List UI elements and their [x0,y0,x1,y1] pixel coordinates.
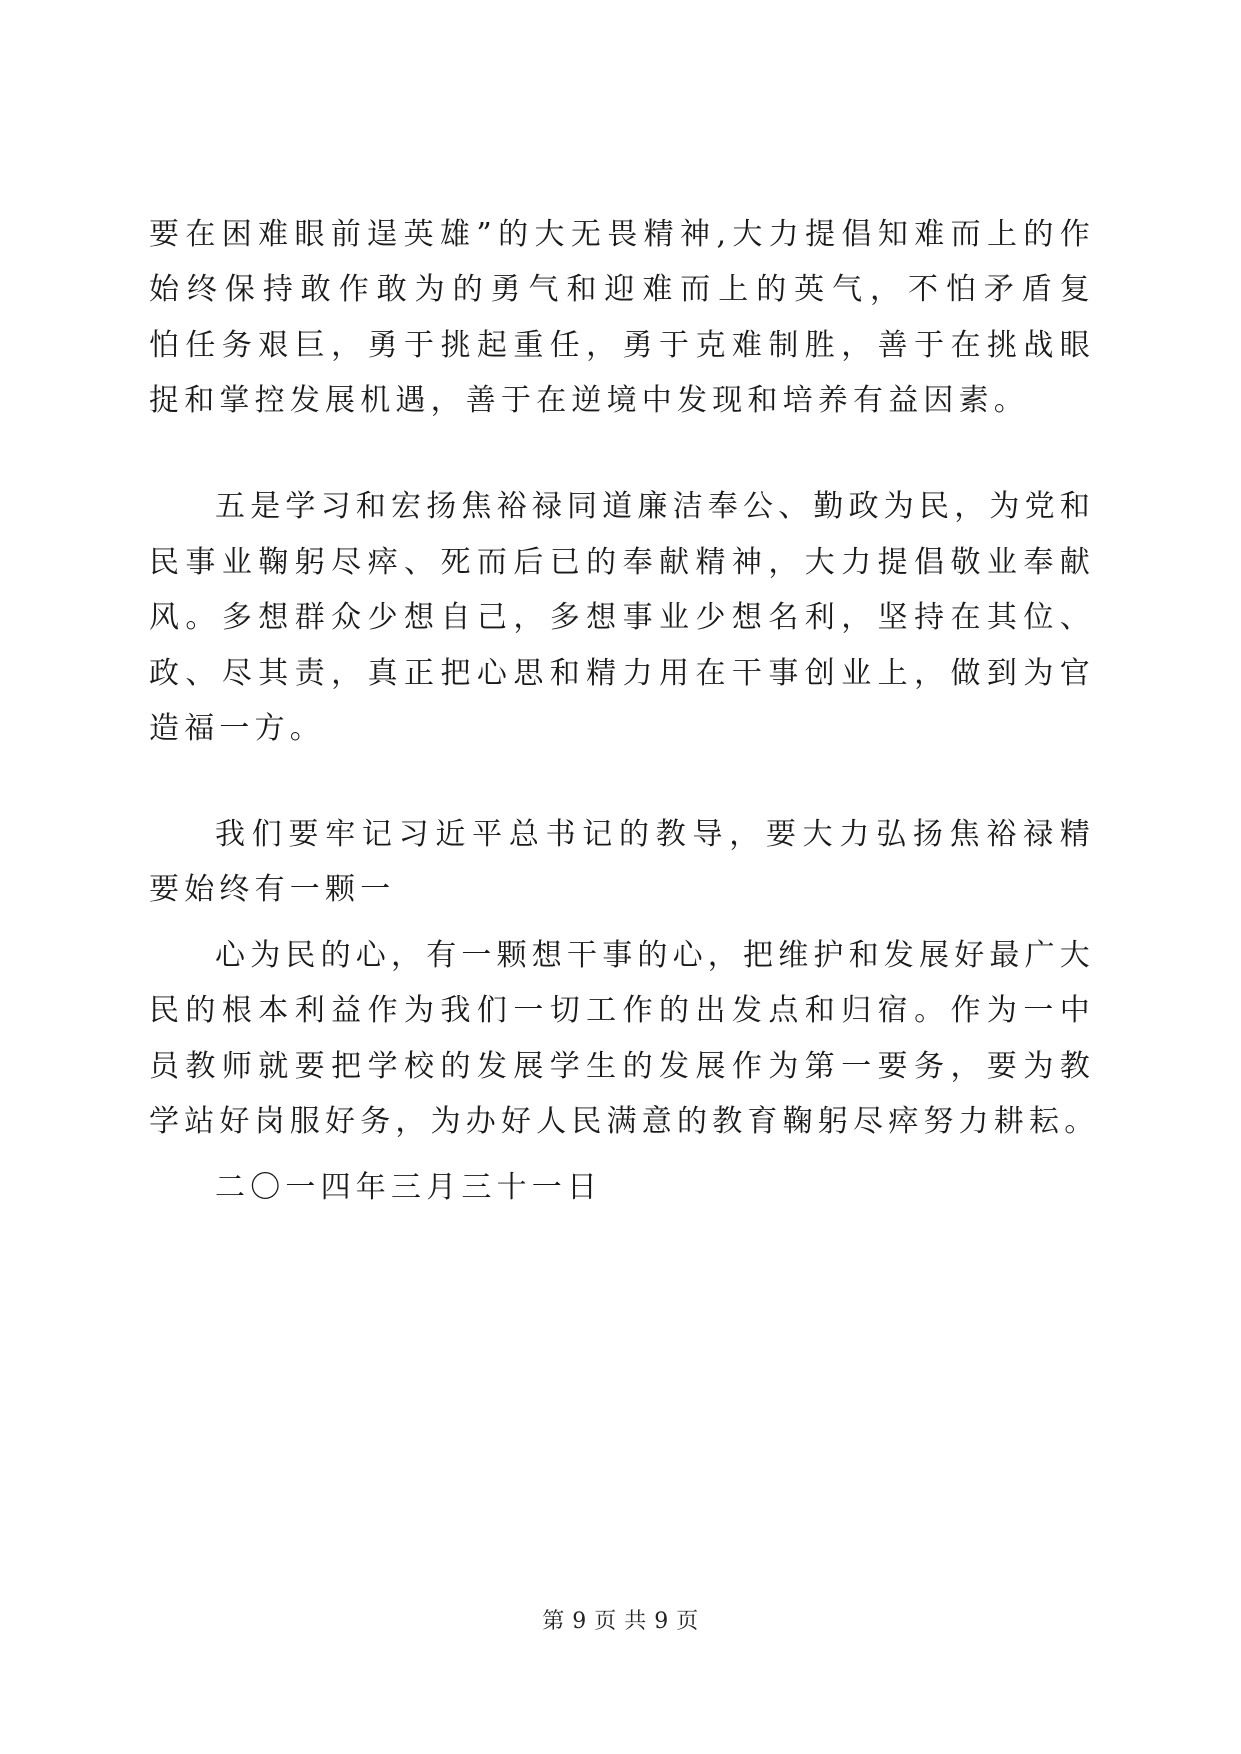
paragraph-4-line-3: 员教师就要把学校的发展学生的发展作为第一要务，要为教 [149,1049,1095,1084]
page-number-footer: 第 9 页 共 9 页 [542,1609,699,1634]
paragraph-4-line-4: 学站好岗服好务，为办好人民满意的教育鞠躬尽瘁努力耕耘。 [149,1104,1100,1139]
paragraph-2-line-4: 政、尽其责，真正把心思和精力用在干事创业上，做到为官 [149,656,1095,691]
paragraph-3-line-2: 要始终有一颗一 [149,872,396,907]
paragraph-1-line-4: 捉和掌控发展机遇，善于在逆境中发现和培养有益因素。 [149,383,1029,418]
document-date: 二〇一四年三月三十一日 [215,1170,603,1205]
paragraph-1-line-3: 怕任务艰巨，勇于挑起重任，勇于克难制胜，善于在挑战眼 [149,328,1095,363]
paragraph-3-line-1: 我们要牢记习近平总书记的教导，要大力弘扬焦裕禄精 [215,817,1095,852]
paragraph-2-line-1: 五是学习和宏扬焦裕禄同道廉洁奉公、勤政为民，为党和 [215,489,1095,524]
paragraph-4-line-1: 心为民的心，有一颗想干事的心，把维护和发展好最广大 [215,938,1095,973]
paragraph-1-line-2: 始终保持敢作敢为的勇气和迎难而上的英气，不怕矛盾复 [149,272,1095,307]
paragraph-2-line-2: 民事业鞠躬尽瘁、死而后已的奉献精神，大力提倡敬业奉献 [149,545,1095,580]
paragraph-4-line-2: 民的根本利益作为我们一切工作的出发点和归宿。作为一中 [149,993,1095,1028]
paragraph-2-line-3: 风。多想群众少想自己，多想事业少想名利，坚持在其位、 [149,600,1095,635]
paragraph-1-line-1: 要在困难眼前逞英雄”的大无畏精神,大力提倡知难而上的作 [149,217,1095,252]
paragraph-2-line-5: 造福一方。 [149,711,325,746]
